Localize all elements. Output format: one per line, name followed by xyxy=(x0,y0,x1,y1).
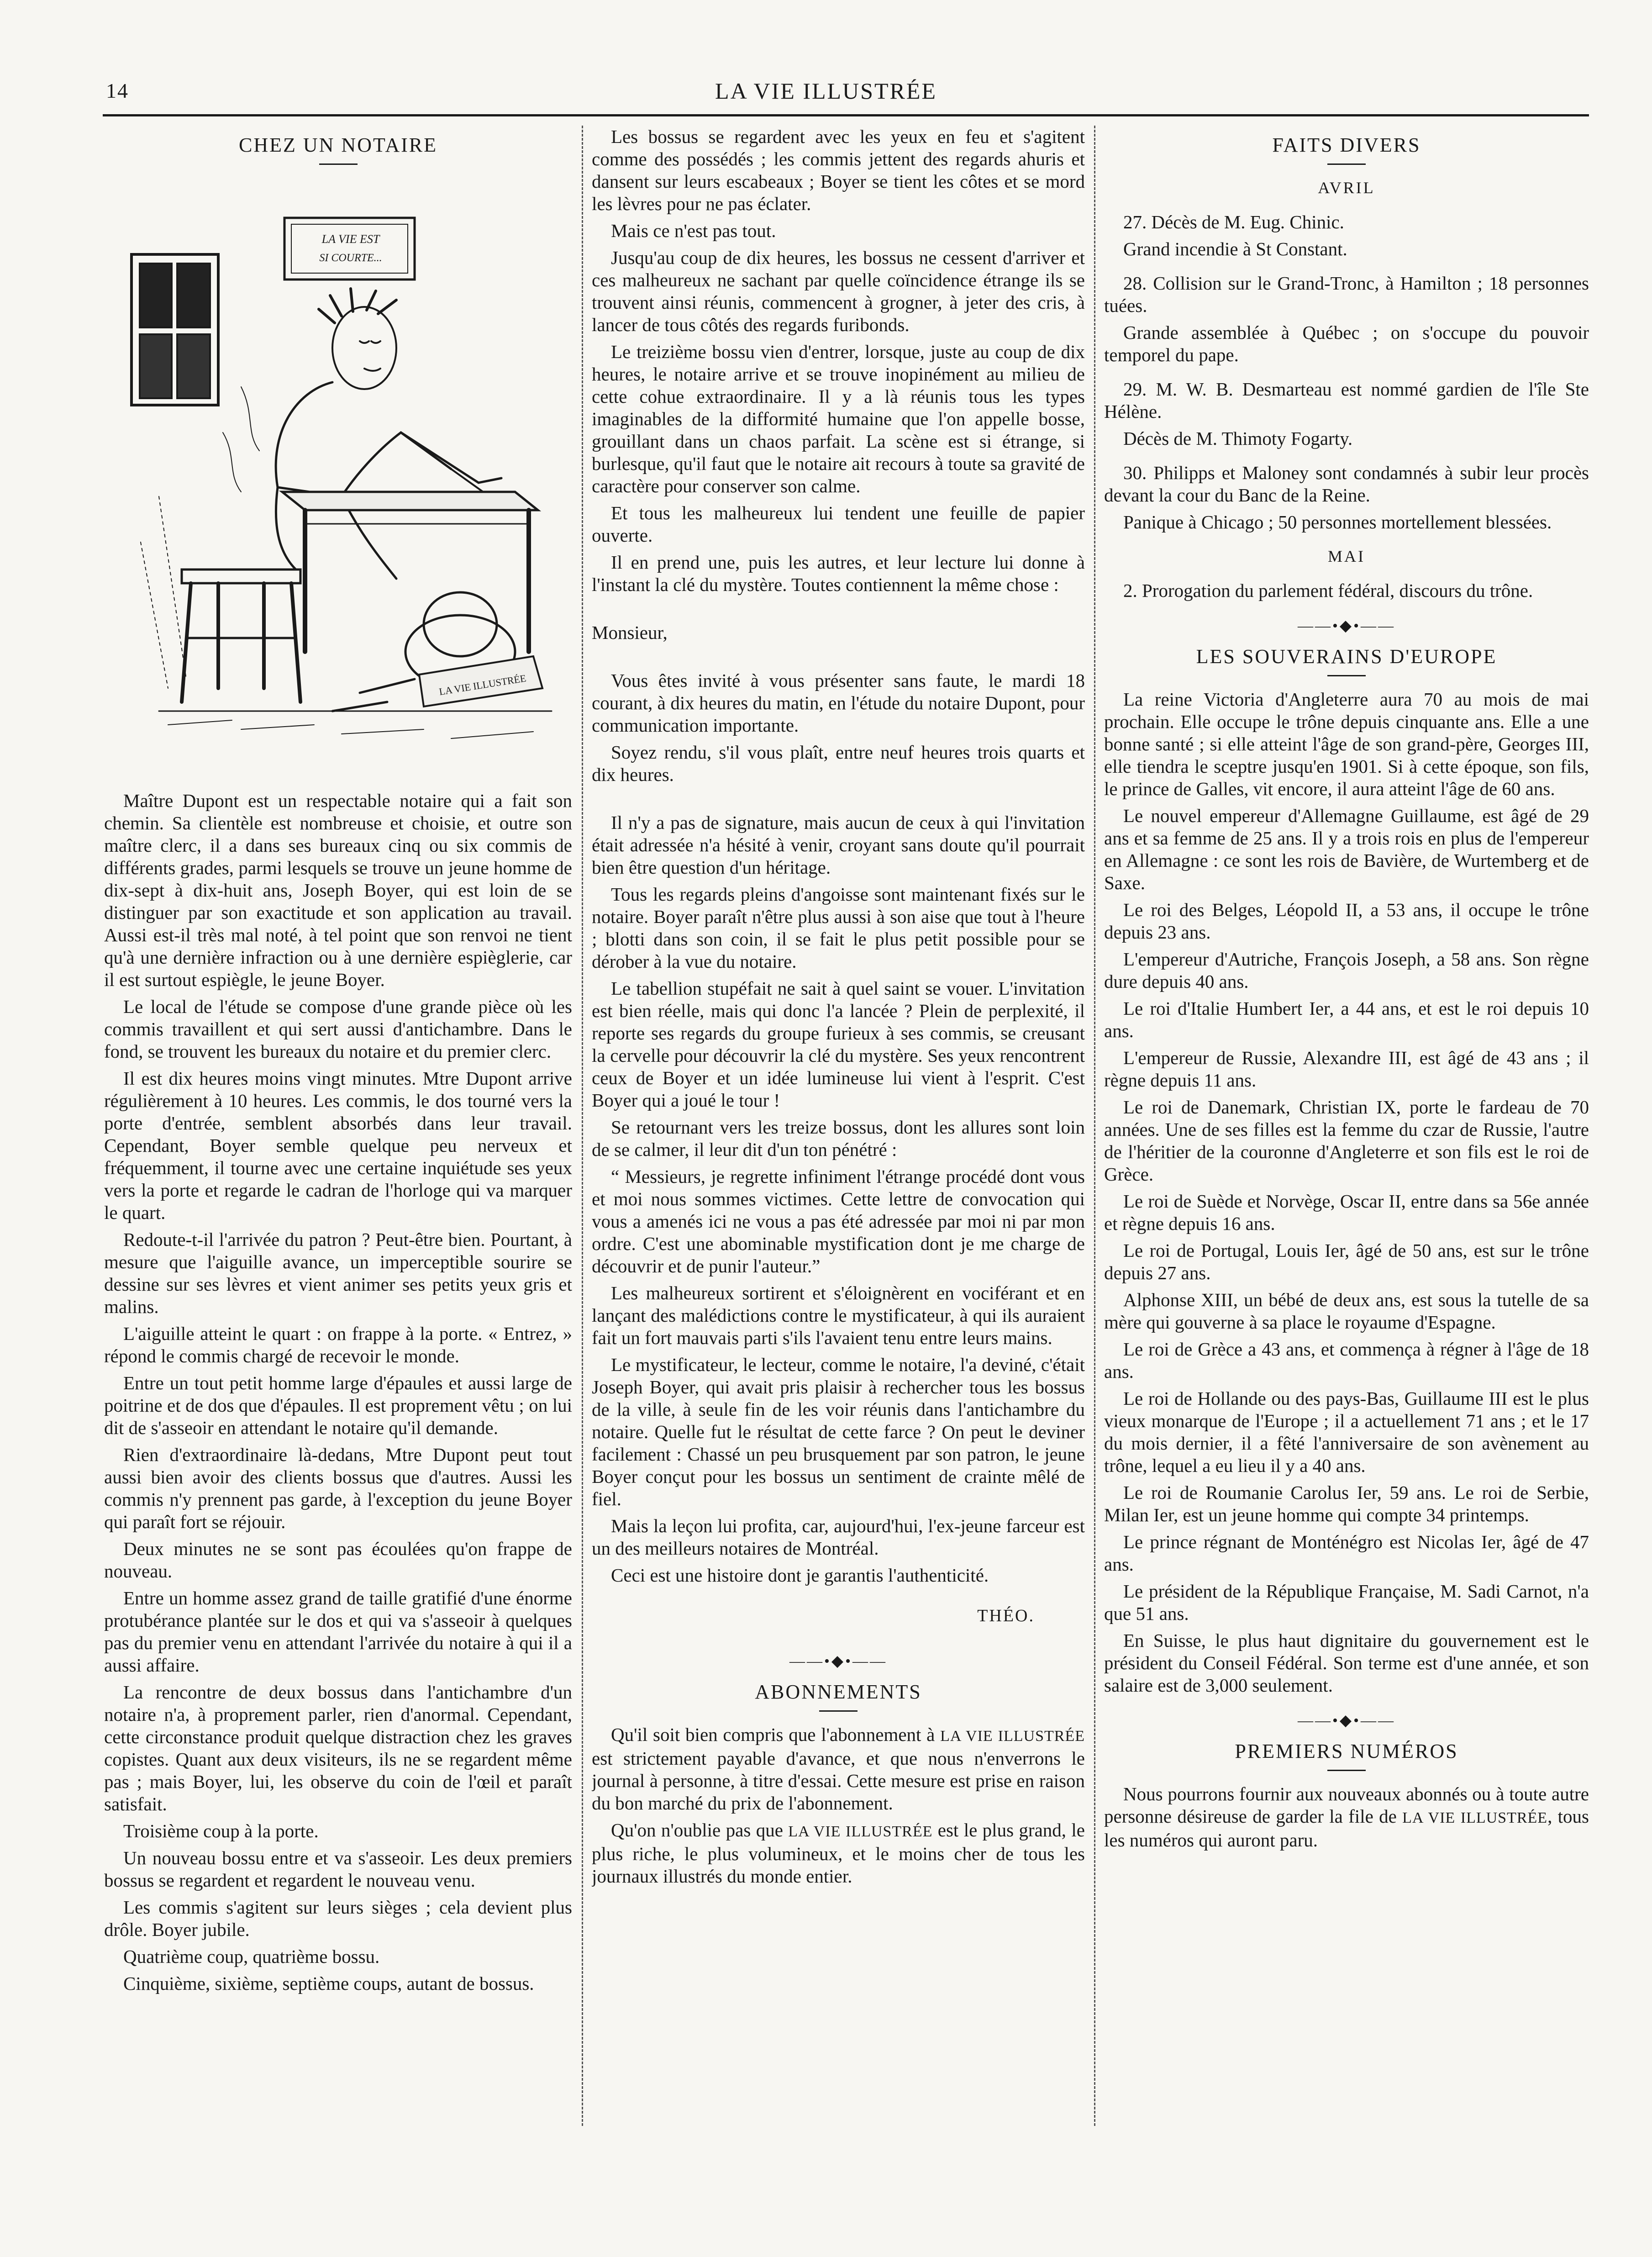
sovereign-paragraph: L'empereur de Russie, Alexandre III, est âgé de 43 ans ; il règne depuis 11 ans. xyxy=(1104,1047,1589,1091)
story-paragraph: Entre un tout petit homme large d'épaules et aussi large de poitrine et de dos que d'épaules. Il est proprement vêtu ; on lui dit de s'asseoir en attendant le notaire qu'il demande. xyxy=(104,1372,572,1438)
abonnements-body xyxy=(592,1724,1085,1888)
story-signature: THÉO. xyxy=(977,1606,1035,1625)
story-heading: CHEZ UN NOTAIRE xyxy=(239,134,437,156)
sovereign-paragraph: Alphonse XIII, un bébé de deux ans, est sous la tutelle de sa mère qui gouverne à sa place le royaume d'Espagne. xyxy=(1104,1289,1589,1333)
story-body-part-1 xyxy=(104,790,572,1995)
avril-entry: Décès de M. Thimoty Fogarty. xyxy=(1123,428,1353,449)
sign-text-1: LA VIE EST xyxy=(321,232,380,246)
story-paragraph: Maître Dupont est un respectable notaire qui a fait son chemin. Sa clientèle est nombreuse et choisie, et outre son maître clerc, il a dans ses bureaux cinq ou six commis de différents grades, parmi lesquels se trouve un jeune homme de dix-sept à dix-huit ans, Joseph Boyer, qui est loin de se distinguer par son exactitude et son application au travail. Aussi est-il très mal noté, à tel point que son renvoi ne tient qu'à une dernière infraction ou à une dernière espièglerie, car il est surtout espiègle, le jeune Boyer. xyxy=(104,790,572,990)
month-mai: MAI xyxy=(1328,547,1365,565)
page-title: LA VIE ILLUSTRÉE xyxy=(715,78,937,104)
story-paragraph: Quatrième coup, quatrième bossu. xyxy=(123,1946,380,1967)
premiers-text-pre: Nous pourrons fournir aux nouveaux abonnés ou à toute autre personne désireuse de garder la file de xyxy=(1104,1783,1589,1827)
abonnement-text: est strictement payable d'avance, et que nous n'enverrons le journal à personne, à titre d'essai. Cette mesure est prise en raison du bon marché du prix de l'abonnement. xyxy=(592,1748,1085,1814)
page-number: 14 xyxy=(106,79,129,102)
heading-rule xyxy=(1327,1770,1366,1771)
story-paragraph: Il en prend une, puis les autres, et leur lecture lui donne à l'instant la clé du mystère. Toutes contiennent la même chose : xyxy=(592,552,1085,595)
story-body-part-2 xyxy=(592,126,1085,596)
souverains-heading: LES SOUVERAINS D'EUROPE xyxy=(1196,645,1497,668)
avril-entry-group xyxy=(1104,211,1589,260)
sovereign-paragraph: L'empereur d'Autriche, François Joseph, a 58 ans. Son règne dure depuis 40 ans. xyxy=(1104,949,1589,992)
avril-entry: Panique à Chicago ; 50 personnes mortellement blessées. xyxy=(1123,512,1552,533)
column-3 xyxy=(1104,126,1589,2121)
letter-paragraph: Vous êtes invité à vous présenter sans faute, le mardi 18 courant, à dix heures du matin, en l'étude du notaire Dupont, pour communication importante. xyxy=(592,670,1085,736)
section-ornament: ——•◆•—— xyxy=(1298,1712,1395,1729)
mai-entry: 2. Prorogation du parlement fédéral, discours du trône. xyxy=(1123,580,1533,601)
story-paragraph: Il n'y a pas de signature, mais aucun de ceux à qui l'invitation était adressée n'a hésité à venir, croyant sans doute qu'il pourrait bien être question d'un héritage. xyxy=(592,812,1085,878)
sovereign-paragraph: En Suisse, le plus haut dignitaire du gouvernement est le président du Conseil Fédéral. Son terme est d'une année, et son salaire est de 3,000 seulement. xyxy=(1104,1630,1589,1696)
premiers-numeros-paragraph xyxy=(1104,1783,1589,1851)
story-paragraph: Les bossus se regardent avec les yeux en feu et s'agitent comme des possédés ; les commis jettent des regards ahuris et dansent sur leurs escabeaux ; Boyer se tient les côtes et se mord les lèvres pour ne pas éclater. xyxy=(592,126,1085,214)
column-2 xyxy=(592,126,1085,2121)
sovereign-paragraph: Le roi de Suède et Norvège, Oscar II, entre dans sa 56e année et règne depuis 16 ans. xyxy=(1104,1191,1589,1234)
story-paragraph: Le local de l'étude se compose d'une grande pièce où les commis travaillent et qui sert aussi d'antichambre. Dans le fond, se trouvent les bureaux du notaire et du premier clerc. xyxy=(104,996,572,1062)
avril-entry: 28. Collision sur le Grand-Tronc, à Hamilton ; 18 personnes tuées. xyxy=(1104,273,1589,316)
avril-entry: Grand incendie à St Constant. xyxy=(1123,238,1347,259)
journal-name: LA VIE ILLUSTRÉE xyxy=(788,1823,933,1840)
avril-entry-group xyxy=(1104,462,1589,533)
page-header xyxy=(0,0,1652,114)
premiers-journal-name: LA VIE ILLUSTRÉE xyxy=(1402,1809,1548,1826)
avril-entry: 30. Philipps et Maloney sont condamnés à subir leur procès devant la cour du Banc de la Reine. xyxy=(1104,462,1589,506)
sovereign-paragraph: Le président de la République Française, M. Sadi Carnot, n'a que 51 ans. xyxy=(1104,1581,1589,1624)
sovereign-paragraph: Le roi des Belges, Léopold II, a 53 ans, il occupe le trône depuis 23 ans. xyxy=(1104,899,1589,943)
story-paragraph: Jusqu'au coup de dix heures, les bossus ne cessent d'arriver et ces malheureux ne sachant par quelle coïncidence étrange ils se trouvent ainsi réunis, commencent à grogner, à jeter des cris, à lancer de tous côtés des regards furibonds. xyxy=(592,247,1085,335)
section-ornament: ——•◆•—— xyxy=(789,1653,887,1670)
sovereign-paragraph: Le roi de Grèce a 43 ans, et commença à régner à l'âge de 18 ans. xyxy=(1104,1339,1589,1382)
story-paragraph: Un nouveau bossu entre et va s'asseoir. Les deux premiers bossus se regardent et regardent le nouveau venu. xyxy=(104,1847,572,1891)
story-paragraph: Mais ce n'est pas tout. xyxy=(611,220,776,241)
abonnement-paragraph xyxy=(592,1724,1085,1814)
section-ornament: ——•◆•—— xyxy=(1298,617,1395,634)
abonnements-heading: ABONNEMENTS xyxy=(755,1681,922,1703)
story-paragraph: Les commis s'agitent sur leurs sièges ; cela devient plus drôle. Boyer jubile. xyxy=(104,1897,572,1940)
sovereign-paragraph: La reine Victoria d'Angleterre aura 70 au mois de mai prochain. Elle occupe le trône depuis cinquante ans. Elle a une bonne santé ; si elle atteint l'âge de son grand-père, Georges III, elle tiendra le sceptre jusqu'en 1901. Si à cette époque, son fils, le prince de Galles, vit encore, il aura atteint l'âge de 60 ans. xyxy=(1104,689,1589,799)
avril-entry: Grande assemblée à Québec ; on s'occupe du pouvoir temporel du pape. xyxy=(1104,322,1589,365)
story-paragraph: Deux minutes ne se sont pas écoulées qu'on frappe de nouveau. xyxy=(104,1538,572,1582)
story-paragraph: Mais la leçon lui profita, car, aujourd'hui, l'ex-jeune farceur est un des meilleurs notaires de Montréal. xyxy=(592,1515,1085,1559)
avril-entry-group xyxy=(1104,272,1589,366)
sovereign-paragraph: Le roi de Portugal, Louis Ier, âgé de 50 ans, est sur le trône depuis 27 ans. xyxy=(1104,1240,1589,1283)
sovereign-paragraph: Le roi de Danemark, Christian IX, porte le fardeau de 70 années. Une de ses filles est la femme du czar de Russie, l'autre de l'héritier de la couronne d'Angleterre et son fils est le roi de Grèce. xyxy=(1104,1097,1589,1185)
column-divider-1 xyxy=(582,126,583,2126)
sovereign-paragraph: Le prince régnant de Monténégro est Nicolas Ier, âgé de 47 ans. xyxy=(1104,1531,1589,1575)
heading-rule xyxy=(1327,163,1366,165)
story-paragraph: Entre un homme assez grand de taille gratifié d'une énorme protubérance plantée sur le dos et qui va s'asseoir à quelques pas du premier venu en attendant l'arrivée du notaire à qui il a aussi affaire. xyxy=(104,1587,572,1676)
mai-entries xyxy=(1104,580,1589,602)
story-paragraph: Le mystificateur, le lecteur, comme le notaire, l'a deviné, c'était Joseph Boyer, qui avait pris plaisir à rechercher tous les bossus de la ville, à seule fin de les voir réunis dans l'antichambre du notaire. Quelle fut le résultat de cette farce ? On peut le deviner facilement : Chassé un peu brusquement par son patron, le jeune Boyer conçut pour les bossus un sentiment de crainte mêlé de fiel. xyxy=(592,1354,1085,1509)
sovereign-paragraph: Le roi de Hollande ou des pays-Bas, Guillaume III est le plus vieux monarque de l'Europe ; il a actuellement 71 ans ; et le 17 du mois dernier, il a fêté l'anniversaire de son avènement au trône, lequel a eu lieu il y a 40 ans. xyxy=(1104,1388,1589,1476)
story-paragraph: Le treizième bossu vien d'entrer, lorsque, juste au coup de dix heures, le notaire arrive et se trouve inopinément au milieu de cette cohue extraordinaire. Il y a là réunis tous les types imaginables de la difformité humaine que l'on appelle bosse, grouillant dans un chaos parfait. La scène est si étrange, si burlesque, qu'il faut que le notaire ait recours à toute sa gravité de caractère pour conserver son calme. xyxy=(592,341,1085,496)
avril-entry-group xyxy=(1104,378,1589,450)
column-divider-2 xyxy=(1094,126,1095,2126)
souverains-body xyxy=(1104,688,1589,1697)
story-paragraph: Cinquième, sixième, septième coups, autant de bossus. xyxy=(123,1973,534,1994)
story-paragraph: Ceci est une histoire dont je garantis l'authenticité. xyxy=(611,1565,989,1586)
sovereign-paragraph: Le roi d'Italie Humbert Ier, a 44 ans, et est le roi depuis 10 ans. xyxy=(1104,998,1589,1041)
avril-entry: 27. Décès de M. Eug. Chinic. xyxy=(1123,211,1344,232)
story-paragraph: Se retournant vers les treize bossus, dont les allures sont loin de se calmer, il leur dit d'un ton pénétré : xyxy=(592,1117,1085,1160)
story-paragraph: Tous les regards pleins d'angoisse sont maintenant fixés sur le notaire. Boyer paraît n'être plus aussi à son aise que tout à l'heure ; blotti dans son coin, il se fait le plus petit possible pour se dérober à la vue du notaire. xyxy=(592,884,1085,972)
story-paragraph: La rencontre de deux bossus dans l'antichambre d'un notaire n'a, à proprement parler, rien d'anormal. Cependant, cette circonstance produit quelque distraction chez les graves copistes. Quant aux deux visiteurs, ils ne se regardent même pas ; mais Boyer, lui, les observe du coin de l'œil et paraît satisfait. xyxy=(104,1682,572,1814)
heading-rule xyxy=(1327,675,1366,676)
sign-text-2: SI COURTE... xyxy=(319,252,382,264)
story-paragraph: Et tous les malheureux lui tendent une feuille de papier ouverte. xyxy=(592,502,1085,546)
premiers-text-post: , tous les numéros qui auront paru. xyxy=(1104,1806,1589,1851)
letter-paragraph: Soyez rendu, s'il vous plaît, entre neuf heures trois quarts et dix heures. xyxy=(592,742,1085,785)
header-rule xyxy=(103,114,1589,116)
column-1 xyxy=(104,126,572,2121)
story-paragraph: Le tabellion stupéfait ne sait à quel saint se vouer. L'invitation est bien réelle, mais qui donc l'a lancée ? Plein de perplexité, il reporte ses regards du groupe furieux à ses commis, se creusant la cervelle pour découvrir la clé du mystère. Ses yeux rencontrent ceux de Boyer et un idée lumineuse lui vient à l'esprit. C'est Boyer qui a joué le tour ! xyxy=(592,978,1085,1111)
month-avril: AVRIL xyxy=(1318,179,1375,197)
story-paragraph: Rien d'extraordinaire là-dedans, Mtre Dupont peut tout aussi bien avoir des clients bossus que d'autres. Aussi les commis n'y prennent pas garde, à l'exception du jeune Boyer qui paraît fort se réjouir. xyxy=(104,1444,572,1532)
abonnement-text: est le plus grand, le plus riche, le plus volumineux, et le moins cher de tous les journaux illustrés du monde entier. xyxy=(592,1819,1085,1887)
faits-divers-heading: FAITS DIVERS xyxy=(1272,134,1421,156)
story-paragraph: “ Messieurs, je regrette infiniment l'étrange procédé dont vous et moi nous sommes victimes. Cette lettre de convocation qui vous a amenés ici ne vous a pas été adressée par moi ni par mon ordre. C'est une abominable mystification dont je me charge de découvrir et de punir l'auteur.” xyxy=(592,1166,1085,1276)
heading-rule xyxy=(819,1710,858,1712)
avril-entry: 29. M. W. B. Desmarteau est nommé gardien de l'île Ste Hélène. xyxy=(1104,379,1589,422)
abonnement-text: Qu'il soit bien compris que l'abonnement à xyxy=(611,1724,941,1745)
newspaper-text: LA VIE ILLUSTRÉE xyxy=(438,672,527,698)
story-paragraph: Troisième coup à la porte. xyxy=(123,1820,319,1841)
story-paragraph: Il est dix heures moins vingt minutes. Mtre Dupont arrive régulièrement à 10 heures. Les commis, le dos tourné vers la porte d'entrée, semblent absorbés dans leur travail. Cependant, Boyer semble quelque peu nerveux et fréquemment, il tourne avec une certaine inquiétude ses yeux vers la porte et regarde le cadran de l'horloge qui va marquer le quart. xyxy=(104,1068,572,1223)
notary-clerk-illustration xyxy=(104,177,572,780)
story-paragraph: Les malheureux sortirent et s'éloignèrent en vociférant et en lançant des malédictions contre le mystificateur, à qui ils auraient fait un fort mauvais parti s'ils l'avaient tenu entre leurs mains. xyxy=(592,1282,1085,1348)
abonnement-text: Qu'on n'oublie pas que xyxy=(611,1819,789,1840)
journal-name: LA VIE ILLUSTRÉE xyxy=(940,1728,1085,1745)
abonnement-paragraph xyxy=(592,1819,1085,1888)
letter-salutation: Monsieur, xyxy=(592,622,668,643)
heading-rule xyxy=(319,163,358,165)
sovereign-paragraph: Le roi de Roumanie Carolus Ier, 59 ans. Le roi de Serbie, Milan Ier, est un jeune homme qui compte 34 printemps. xyxy=(1104,1482,1589,1525)
premiers-numeros-heading: PREMIERS NUMÉROS xyxy=(1235,1740,1458,1762)
letter-body xyxy=(592,670,1085,786)
story-paragraph: L'aiguille atteint le quart : on frappe à la porte. « Entrez, » répond le commis chargé de recevoir le monde. xyxy=(104,1323,572,1366)
sovereign-paragraph: Le nouvel empereur d'Allemagne Guillaume, est âgé de 29 ans et sa femme de 25 ans. Il y a trois rois en plus de l'empereur en Allemagne : ce sont les rois de Bavière, de Wurtemberg et de Saxe. xyxy=(1104,805,1589,893)
story-paragraph: Redoute-t-il l'arrivée du patron ? Peut-être bien. Pourtant, à mesure que l'aiguille avance, un imperceptible sourire se dessine sur ses lèvres et vient animer ses petits yeux gris et malins. xyxy=(104,1229,572,1317)
story-body-part-3 xyxy=(592,812,1085,1587)
avril-entries xyxy=(1104,211,1589,533)
